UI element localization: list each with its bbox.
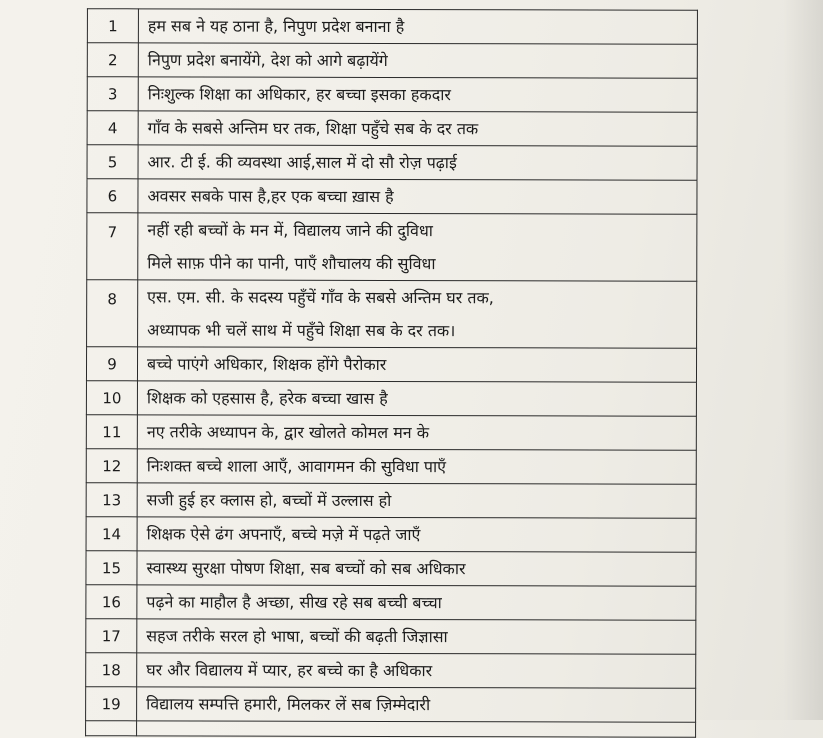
slogan-text: एस. एम. सी. के सदस्य पहुँचें गाँव के सबसे अन्तिम घर तक, <box>147 287 494 308</box>
slogan-cell-partial <box>137 721 696 737</box>
table-row <box>86 551 696 587</box>
table-row <box>87 213 697 282</box>
slogan-cell <box>137 551 696 586</box>
slogan-cell <box>137 381 696 416</box>
table-row <box>87 77 697 113</box>
slogan-text: अवसर सबके पास है,हर एक बच्चा ख़ास है <box>147 186 394 207</box>
slogan-table <box>85 8 698 738</box>
row-number: 19 <box>86 687 137 721</box>
page-edge-shadow <box>783 0 823 720</box>
slogan-cell <box>138 145 697 180</box>
table-row <box>87 9 697 45</box>
slogan-cell <box>137 347 696 382</box>
table-row <box>86 449 696 485</box>
slogan-text: आर. टी ई. की व्यवस्था आई,साल में दो सौ रोज़ पढ़ाई <box>147 152 457 173</box>
slogan-cell <box>137 517 696 552</box>
table-row <box>87 145 697 181</box>
slogan-text: निःशुल्क शिक्षा का अधिकार, हर बच्चा इसका हकदार <box>147 84 451 105</box>
row-number: 1 <box>87 9 138 43</box>
slogan-text: शिक्षक ऐसे ढंग अपनाएँ, बच्चे मज़े में पढ़ते जाएँ <box>146 524 421 545</box>
table-row <box>86 381 696 417</box>
slogan-cell <box>137 449 696 484</box>
slogan-text: बच्चे पाएंगे अधिकार, शिक्षक होंगे पैरोकार <box>146 354 387 374</box>
slogan-cell <box>138 77 697 112</box>
row-number: 8 <box>87 280 138 347</box>
slogan-text: शिक्षक को एहसास है, हरेक बच्चा खास है <box>146 388 388 408</box>
slogan-text: नहीं रही बच्चों के मन में, विद्यालय जाने की दुविधा <box>147 220 433 241</box>
row-number: 16 <box>86 585 137 619</box>
row-number: 3 <box>87 77 138 111</box>
slogan-text: विद्यालय सम्पत्ति हमारी, मिलकर लें सब ज़िम्मेदारी <box>146 694 431 715</box>
table-row <box>86 517 696 553</box>
slogan-cell <box>138 213 697 281</box>
table-row <box>86 585 696 621</box>
row-number: 7 <box>87 213 138 280</box>
table-row <box>86 653 696 689</box>
slogan-text: नए तरीके अध्यापन के, द्वार खोलते कोमल मन के <box>146 422 430 443</box>
slogan-text: स्वास्थ्य सुरक्षा पोषण शिक्षा, सब बच्चों को सब अधिकार <box>146 558 466 579</box>
slogan-text: हम सब ने यह ठाना है, निपुण प्रदेश बनाना है <box>147 16 405 37</box>
row-number: 5 <box>87 145 138 179</box>
slogan-table-body <box>86 9 698 738</box>
slogan-text: गाँव के सबसे अन्तिम घर तक, शिक्षा पहुँचे सब के दर तक <box>147 118 479 139</box>
slogan-text: सजी हुई हर क्लास हो, बच्चों में उल्लास हो <box>146 490 392 510</box>
table-row <box>87 179 697 215</box>
slogan-text: मिले साफ़ पीने का पानी, पाएँ शौचालय की सुविधा <box>147 253 436 274</box>
row-number: 10 <box>86 381 137 415</box>
slogan-text: अध्यापक भी चलें साथ में पहुँचे शिक्षा सब के दर तक। <box>147 320 456 341</box>
slogan-cell <box>137 653 696 688</box>
table-row <box>87 43 697 79</box>
slogan-text: निपुण प्रदेश बनायेंगे, देश को आगे बढ़ायेंगे <box>147 50 388 70</box>
row-number: 18 <box>86 653 137 687</box>
row-number: 6 <box>87 179 138 213</box>
row-number: 4 <box>87 111 138 145</box>
table-row <box>87 280 697 349</box>
table-row <box>86 415 696 451</box>
slogan-cell <box>137 687 696 722</box>
slogan-cell <box>137 415 696 450</box>
slogan-text: घर और विद्यालय में प्यार, हर बच्चे का है अधिकार <box>146 660 433 681</box>
table-row-partial <box>86 721 696 738</box>
table-row <box>87 111 697 147</box>
row-number: 12 <box>86 449 137 483</box>
slogan-cell <box>138 43 697 78</box>
slogan-text: पढ़ने का माहौल है अच्छा, सीख रहे सब बच्ची बच्चा <box>146 592 442 613</box>
slogan-cell <box>138 179 697 214</box>
row-number: 11 <box>86 415 137 449</box>
row-number: 14 <box>86 517 137 551</box>
table-row <box>86 347 696 383</box>
row-number: 2 <box>87 43 138 77</box>
slogan-cell <box>137 585 696 620</box>
slogan-cell <box>137 619 696 654</box>
table-row <box>86 619 696 655</box>
row-number: 17 <box>86 619 137 653</box>
slogan-text: सहज तरीके सरल हो भाषा, बच्चों की बढ़ती जिज्ञासा <box>146 626 448 647</box>
slogan-text: निःशक्त बच्चे शाला आएँ, आवागमन की सुविधा पाएँ <box>146 456 447 477</box>
slogan-cell <box>137 483 696 518</box>
slogan-cell <box>138 280 697 348</box>
row-number: 9 <box>86 347 137 381</box>
table-row <box>86 687 696 723</box>
slogan-cell <box>138 9 697 44</box>
row-number: 13 <box>86 483 137 517</box>
row-number: 15 <box>86 551 137 585</box>
table-row <box>86 483 696 519</box>
row-number-partial <box>86 721 137 736</box>
slogan-cell <box>138 111 697 146</box>
